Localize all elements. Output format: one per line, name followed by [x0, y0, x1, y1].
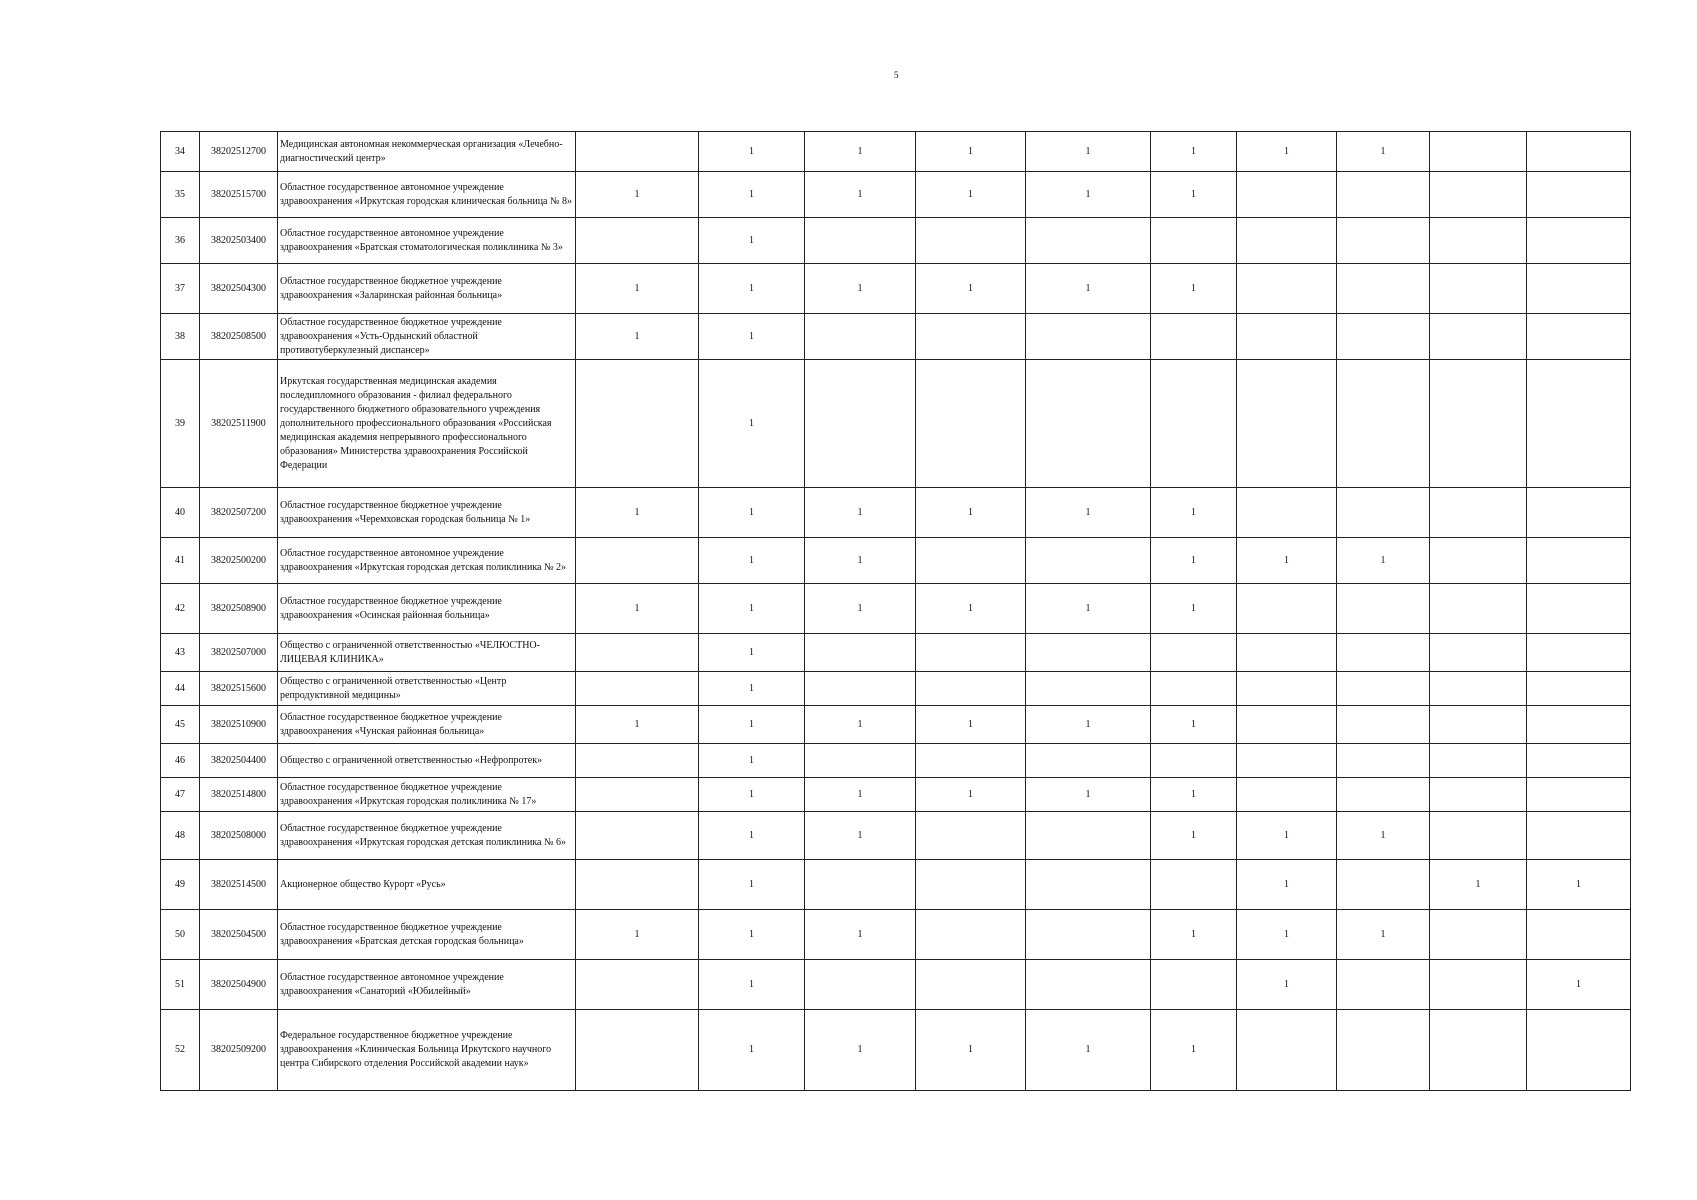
organization-code: 38202504400 [200, 744, 278, 778]
mark-cell: 1 [1151, 812, 1237, 860]
mark-cell [576, 960, 699, 1010]
mark-cell: 1 [1237, 860, 1337, 910]
mark-cell [1026, 860, 1151, 910]
mark-cell [805, 860, 916, 910]
table-row [161, 860, 1631, 910]
mark-cell [1430, 132, 1527, 172]
mark-cell [1430, 172, 1527, 218]
organization-code: 38202509200 [200, 1010, 278, 1091]
mark-cell [576, 860, 699, 910]
mark-cell [1237, 264, 1337, 314]
table-row [161, 584, 1631, 634]
mark-cell: 1 [1026, 488, 1151, 538]
mark-cell [916, 634, 1026, 672]
mark-cell [1527, 172, 1631, 218]
organization-name: Областное государственное бюджетное учреждение здравоохранения «Осинская районная больница» [278, 584, 576, 634]
mark-cell [1527, 706, 1631, 744]
table-row [161, 634, 1631, 672]
mark-cell: 1 [576, 910, 699, 960]
mark-cell: 1 [576, 706, 699, 744]
mark-cell [1151, 634, 1237, 672]
mark-cell [1527, 264, 1631, 314]
mark-cell [805, 744, 916, 778]
mark-cell [1527, 360, 1631, 488]
mark-cell [1337, 860, 1430, 910]
mark-cell: 1 [699, 812, 805, 860]
mark-cell [1527, 1010, 1631, 1091]
mark-cell [1527, 584, 1631, 634]
mark-cell: 1 [805, 812, 916, 860]
mark-cell: 1 [1337, 538, 1430, 584]
mark-cell [1337, 584, 1430, 634]
row-number: 38 [161, 314, 200, 360]
organization-code: 38202508500 [200, 314, 278, 360]
mark-cell: 1 [1026, 778, 1151, 812]
mark-cell [805, 634, 916, 672]
mark-cell: 1 [1237, 910, 1337, 960]
mark-cell [1026, 744, 1151, 778]
mark-cell: 1 [1337, 812, 1430, 860]
row-number: 36 [161, 218, 200, 264]
mark-cell: 1 [699, 860, 805, 910]
mark-cell [916, 314, 1026, 360]
mark-cell [805, 672, 916, 706]
mark-cell: 1 [916, 1010, 1026, 1091]
mark-cell: 1 [916, 584, 1026, 634]
table-row [161, 314, 1631, 360]
mark-cell [1337, 218, 1430, 264]
mark-cell: 1 [699, 778, 805, 812]
table-row [161, 218, 1631, 264]
mark-cell: 1 [1151, 488, 1237, 538]
row-number: 34 [161, 132, 200, 172]
row-number: 42 [161, 584, 200, 634]
table-row [161, 960, 1631, 1010]
organization-name: Областное государственное автономное учреждение здравоохранения «Братская стоматологическая поликлиника № 3» [278, 218, 576, 264]
mark-cell [1527, 314, 1631, 360]
mark-cell: 1 [805, 1010, 916, 1091]
mark-cell [1337, 172, 1430, 218]
mark-cell [1026, 538, 1151, 584]
mark-cell: 1 [699, 1010, 805, 1091]
mark-cell: 1 [1026, 264, 1151, 314]
table-row [161, 672, 1631, 706]
mark-cell [1337, 488, 1430, 538]
mark-cell [1237, 706, 1337, 744]
mark-cell: 1 [699, 960, 805, 1010]
mark-cell: 1 [576, 488, 699, 538]
mark-cell [576, 812, 699, 860]
organizations-table [160, 131, 1631, 1091]
mark-cell: 1 [805, 778, 916, 812]
row-number: 46 [161, 744, 200, 778]
mark-cell: 1 [1151, 778, 1237, 812]
mark-cell: 1 [1151, 706, 1237, 744]
mark-cell [1337, 1010, 1430, 1091]
table-row [161, 778, 1631, 812]
organization-code: 38202507000 [200, 634, 278, 672]
mark-cell [1430, 584, 1527, 634]
mark-cell: 1 [1337, 910, 1430, 960]
mark-cell [916, 860, 1026, 910]
organization-name: Общество с ограниченной ответственностью «Центр репродуктивной медицины» [278, 672, 576, 706]
mark-cell [916, 744, 1026, 778]
mark-cell: 1 [699, 488, 805, 538]
mark-cell: 1 [1237, 812, 1337, 860]
mark-cell [1151, 744, 1237, 778]
mark-cell: 1 [916, 488, 1026, 538]
mark-cell [1151, 360, 1237, 488]
mark-cell: 1 [805, 264, 916, 314]
mark-cell: 1 [805, 132, 916, 172]
mark-cell: 1 [1237, 960, 1337, 1010]
mark-cell: 1 [699, 360, 805, 488]
mark-cell: 1 [916, 132, 1026, 172]
mark-cell [1527, 910, 1631, 960]
mark-cell [1527, 132, 1631, 172]
mark-cell: 1 [699, 672, 805, 706]
mark-cell [1151, 672, 1237, 706]
mark-cell: 1 [1237, 132, 1337, 172]
mark-cell [1430, 706, 1527, 744]
organization-name: Областное государственное бюджетное учреждение здравоохранения «Усть-Ордынский областной противотуберкулезный диспансер» [278, 314, 576, 360]
mark-cell: 1 [1151, 1010, 1237, 1091]
mark-cell [1337, 960, 1430, 1010]
mark-cell [805, 960, 916, 1010]
mark-cell [1337, 778, 1430, 812]
mark-cell [1337, 672, 1430, 706]
mark-cell [1237, 744, 1337, 778]
organization-code: 38202515700 [200, 172, 278, 218]
mark-cell [805, 314, 916, 360]
mark-cell: 1 [805, 488, 916, 538]
row-number: 48 [161, 812, 200, 860]
organization-code: 38202504900 [200, 960, 278, 1010]
mark-cell: 1 [699, 706, 805, 744]
organization-name: Общество с ограниченной ответственностью «ЧЕЛЮСТНО-ЛИЦЕВАЯ КЛИНИКА» [278, 634, 576, 672]
row-number: 47 [161, 778, 200, 812]
mark-cell [1026, 314, 1151, 360]
mark-cell [576, 778, 699, 812]
mark-cell [1151, 218, 1237, 264]
mark-cell: 1 [1026, 706, 1151, 744]
mark-cell [1430, 910, 1527, 960]
mark-cell: 1 [916, 706, 1026, 744]
mark-cell [1237, 584, 1337, 634]
row-number: 49 [161, 860, 200, 910]
organization-name: Областное государственное бюджетное учреждение здравоохранения «Заларинская районная больница» [278, 264, 576, 314]
organization-name: Областное государственное бюджетное учреждение здравоохранения «Черемховская городская больница № 1» [278, 488, 576, 538]
table-row [161, 132, 1631, 172]
mark-cell: 1 [1527, 960, 1631, 1010]
organization-name: Областное государственное бюджетное учреждение здравоохранения «Братская детская городская больница» [278, 910, 576, 960]
mark-cell: 1 [1151, 264, 1237, 314]
table-row [161, 1010, 1631, 1091]
mark-cell [1237, 360, 1337, 488]
mark-cell [1237, 672, 1337, 706]
mark-cell [1430, 314, 1527, 360]
mark-cell [916, 812, 1026, 860]
mark-cell: 1 [699, 634, 805, 672]
mark-cell: 1 [916, 172, 1026, 218]
mark-cell [1026, 360, 1151, 488]
mark-cell [1430, 744, 1527, 778]
mark-cell: 1 [699, 132, 805, 172]
mark-cell [1026, 218, 1151, 264]
mark-cell: 1 [805, 910, 916, 960]
mark-cell: 1 [1151, 538, 1237, 584]
mark-cell [916, 672, 1026, 706]
organization-name: Федеральное государственное бюджетное учреждение здравоохранения «Клиническая Больница Иркутского научного центра Сибирского отделения Российской академии наук» [278, 1010, 576, 1091]
mark-cell [576, 132, 699, 172]
mark-cell [1237, 172, 1337, 218]
organization-name: Областное государственное бюджетное учреждение здравоохранения «Иркутская городская детская поликлиника № 6» [278, 812, 576, 860]
mark-cell [1527, 488, 1631, 538]
mark-cell: 1 [1151, 910, 1237, 960]
mark-cell: 1 [805, 584, 916, 634]
organization-code: 38202507200 [200, 488, 278, 538]
mark-cell [1527, 538, 1631, 584]
organization-code: 38202514500 [200, 860, 278, 910]
mark-cell [1430, 264, 1527, 314]
mark-cell [1430, 538, 1527, 584]
mark-cell [1337, 744, 1430, 778]
organization-name: Иркутская государственная медицинская академия последипломного образования - филиал федерального государственного бюджетного образовательного учреждения дополнительного профессионального образования «Российская медицинская академия непрерывного профессионального образования» Министерства здравоохранения Российской Федерации [278, 360, 576, 488]
mark-cell [576, 672, 699, 706]
mark-cell: 1 [916, 778, 1026, 812]
mark-cell [1237, 778, 1337, 812]
mark-cell: 1 [1151, 584, 1237, 634]
page-number: 5 [894, 70, 899, 80]
table-row [161, 264, 1631, 314]
mark-cell: 1 [1026, 132, 1151, 172]
organization-name: Областное государственное автономное учреждение здравоохранения «Иркутская городская детская поликлиника № 2» [278, 538, 576, 584]
mark-cell: 1 [699, 218, 805, 264]
mark-cell: 1 [576, 264, 699, 314]
organization-code: 38202514800 [200, 778, 278, 812]
mark-cell: 1 [1151, 172, 1237, 218]
organization-name: Областное государственное автономное учреждение здравоохранения «Санаторий «Юбилейный» [278, 960, 576, 1010]
row-number: 39 [161, 360, 200, 488]
table-row [161, 172, 1631, 218]
mark-cell [1026, 634, 1151, 672]
mark-cell [1430, 812, 1527, 860]
mark-cell [916, 360, 1026, 488]
row-number: 40 [161, 488, 200, 538]
mark-cell [916, 218, 1026, 264]
mark-cell [1430, 960, 1527, 1010]
mark-cell [576, 360, 699, 488]
mark-cell: 1 [1237, 538, 1337, 584]
organization-name: Областное государственное бюджетное учреждение здравоохранения «Чунская районная больница» [278, 706, 576, 744]
mark-cell: 1 [805, 706, 916, 744]
organization-name: Общество с ограниченной ответственностью «Нефропротек» [278, 744, 576, 778]
mark-cell [1151, 860, 1237, 910]
mark-cell: 1 [1026, 172, 1151, 218]
mark-cell: 1 [1527, 860, 1631, 910]
mark-cell: 1 [699, 172, 805, 218]
mark-cell [1337, 706, 1430, 744]
mark-cell: 1 [699, 584, 805, 634]
mark-cell [1237, 218, 1337, 264]
mark-cell: 1 [1151, 132, 1237, 172]
mark-cell [1026, 812, 1151, 860]
row-number: 50 [161, 910, 200, 960]
organization-code: 38202508900 [200, 584, 278, 634]
mark-cell [916, 538, 1026, 584]
mark-cell: 1 [1430, 860, 1527, 910]
mark-cell [805, 360, 916, 488]
row-number: 37 [161, 264, 200, 314]
mark-cell [1337, 314, 1430, 360]
mark-cell [1430, 218, 1527, 264]
table-row [161, 488, 1631, 538]
table-body [161, 132, 1631, 1091]
mark-cell [1430, 360, 1527, 488]
mark-cell: 1 [805, 538, 916, 584]
mark-cell [576, 1010, 699, 1091]
row-number: 41 [161, 538, 200, 584]
mark-cell: 1 [699, 264, 805, 314]
mark-cell: 1 [699, 744, 805, 778]
mark-cell [1237, 634, 1337, 672]
mark-cell [1237, 1010, 1337, 1091]
organization-name: Областное государственное автономное учреждение здравоохранения «Иркутская городская клиническая больница № 8» [278, 172, 576, 218]
table-row [161, 360, 1631, 488]
mark-cell [1337, 360, 1430, 488]
table-row [161, 706, 1631, 744]
mark-cell [1430, 634, 1527, 672]
organization-code: 38202512700 [200, 132, 278, 172]
mark-cell [1527, 744, 1631, 778]
mark-cell: 1 [576, 314, 699, 360]
organization-code: 38202504300 [200, 264, 278, 314]
organization-code: 38202510900 [200, 706, 278, 744]
mark-cell [1151, 314, 1237, 360]
organization-code: 38202508000 [200, 812, 278, 860]
mark-cell [1527, 634, 1631, 672]
mark-cell [1026, 960, 1151, 1010]
mark-cell [1337, 264, 1430, 314]
mark-cell [1430, 488, 1527, 538]
organization-code: 38202504500 [200, 910, 278, 960]
mark-cell: 1 [576, 172, 699, 218]
mark-cell: 1 [576, 584, 699, 634]
mark-cell [576, 218, 699, 264]
row-number: 44 [161, 672, 200, 706]
mark-cell [576, 634, 699, 672]
table-row [161, 812, 1631, 860]
organization-code: 38202503400 [200, 218, 278, 264]
mark-cell [1527, 672, 1631, 706]
organization-name: Медицинская автономная некоммерческая организация «Лечебно-диагностический центр» [278, 132, 576, 172]
mark-cell [916, 960, 1026, 1010]
row-number: 43 [161, 634, 200, 672]
row-number: 52 [161, 1010, 200, 1091]
mark-cell [1026, 672, 1151, 706]
table-row [161, 910, 1631, 960]
organization-name: Областное государственное бюджетное учреждение здравоохранения «Иркутская городская поликлиника № 17» [278, 778, 576, 812]
mark-cell [1430, 672, 1527, 706]
organization-code: 38202511900 [200, 360, 278, 488]
mark-cell: 1 [699, 314, 805, 360]
organization-code: 38202500200 [200, 538, 278, 584]
mark-cell [576, 744, 699, 778]
row-number: 51 [161, 960, 200, 1010]
row-number: 45 [161, 706, 200, 744]
mark-cell [1430, 778, 1527, 812]
row-number: 35 [161, 172, 200, 218]
mark-cell [1527, 812, 1631, 860]
mark-cell: 1 [805, 172, 916, 218]
mark-cell [1151, 960, 1237, 1010]
mark-cell [1527, 778, 1631, 812]
mark-cell [576, 538, 699, 584]
mark-cell [916, 910, 1026, 960]
mark-cell [1527, 218, 1631, 264]
mark-cell [1237, 314, 1337, 360]
mark-cell: 1 [699, 538, 805, 584]
mark-cell: 1 [1026, 1010, 1151, 1091]
mark-cell: 1 [1337, 132, 1430, 172]
table-row [161, 744, 1631, 778]
mark-cell [1337, 634, 1430, 672]
mark-cell: 1 [699, 910, 805, 960]
table-row [161, 538, 1631, 584]
mark-cell [805, 218, 916, 264]
mark-cell [1430, 1010, 1527, 1091]
mark-cell [1237, 488, 1337, 538]
organization-code: 38202515600 [200, 672, 278, 706]
mark-cell: 1 [916, 264, 1026, 314]
mark-cell [1026, 910, 1151, 960]
organization-name: Акционерное общество Курорт «Русь» [278, 860, 576, 910]
mark-cell: 1 [1026, 584, 1151, 634]
